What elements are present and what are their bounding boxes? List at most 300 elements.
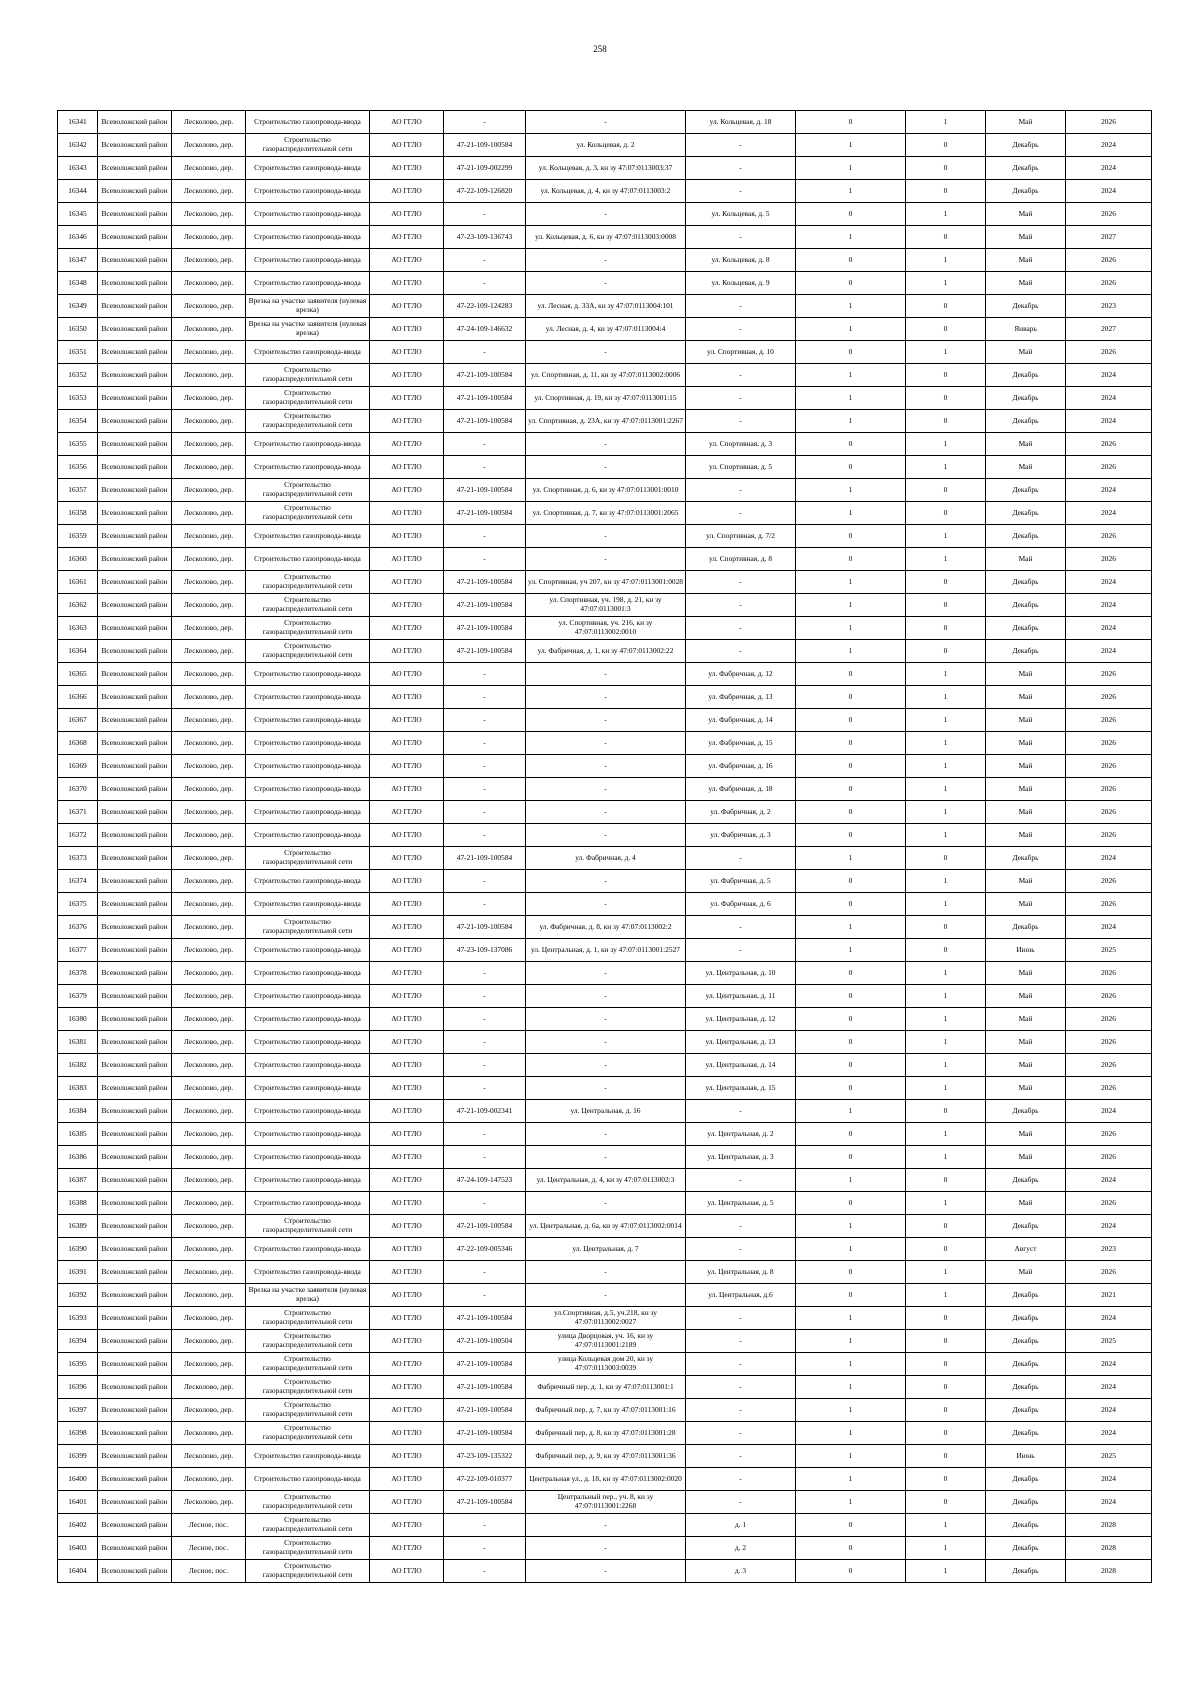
application-number-cell: 47-21-109-100584	[444, 1376, 526, 1399]
flag-b-cell: 0	[906, 640, 986, 663]
application-number-cell: 47-21-109-100584	[444, 594, 526, 617]
application-number-cell: -	[444, 962, 526, 985]
flag-b-cell: 1	[906, 1146, 986, 1169]
month-cell: Май	[986, 1008, 1066, 1031]
year-cell: 2024	[1066, 387, 1152, 410]
cadastral-address-cell: ул. Спортивная, д. 6, кн зу 47:07:0113001:0010	[526, 479, 686, 502]
work-type-cell: Строительство газопровода-ввода	[246, 456, 370, 479]
application-number-cell: 47-21-109-100584	[444, 847, 526, 870]
flag-b-cell: 0	[906, 847, 986, 870]
address-cell: -	[686, 295, 796, 318]
flag-a-cell: 1	[796, 318, 906, 341]
settlement-cell: Лесколово, дер.	[172, 134, 246, 157]
month-cell: Август	[986, 1238, 1066, 1261]
month-cell: Декабрь	[986, 916, 1066, 939]
month-cell: Май	[986, 870, 1066, 893]
cadastral-address-cell: ул.Спортивная, д.5, уч.218, кн зу 47:07:0113002:0027	[526, 1307, 686, 1330]
district-cell: Всеволожский район	[98, 1445, 172, 1468]
district-cell: Всеволожский район	[98, 1100, 172, 1123]
organization-cell: АО ГГЛО	[370, 295, 444, 318]
organization-cell: АО ГГЛО	[370, 410, 444, 433]
table-row	[58, 1008, 1152, 1031]
district-cell: Всеволожский район	[98, 1238, 172, 1261]
record-number-cell: 16348	[58, 272, 98, 295]
table-row	[58, 456, 1152, 479]
record-number-cell: 16363	[58, 617, 98, 640]
flag-a-cell: 1	[796, 1445, 906, 1468]
month-cell: Декабрь	[986, 1537, 1066, 1560]
cadastral-address-cell: -	[526, 778, 686, 801]
month-cell: Май	[986, 893, 1066, 916]
cadastral-address-cell: -	[526, 1008, 686, 1031]
cadastral-address-cell: -	[526, 824, 686, 847]
organization-cell: АО ГГЛО	[370, 732, 444, 755]
table-row	[58, 1560, 1152, 1583]
year-cell: 2024	[1066, 479, 1152, 502]
month-cell: Май	[986, 1192, 1066, 1215]
record-number-cell: 16387	[58, 1169, 98, 1192]
flag-a-cell: 1	[796, 1307, 906, 1330]
record-number-cell: 16346	[58, 226, 98, 249]
record-number-cell: 16344	[58, 180, 98, 203]
cadastral-address-cell: Фабричный пер, д. 1, кн зу 47:07:0113001:1	[526, 1376, 686, 1399]
address-cell: ул. Фабричная, д. 12	[686, 663, 796, 686]
district-cell: Всеволожский район	[98, 663, 172, 686]
year-cell: 2026	[1066, 341, 1152, 364]
application-number-cell: -	[444, 870, 526, 893]
cadastral-address-cell: ул. Кольцевая, д. 2	[526, 134, 686, 157]
address-cell: -	[686, 1422, 796, 1445]
table-row	[58, 801, 1152, 824]
flag-b-cell: 1	[906, 1537, 986, 1560]
flag-b-cell: 1	[906, 985, 986, 1008]
district-cell: Всеволожский район	[98, 870, 172, 893]
record-number-cell: 16372	[58, 824, 98, 847]
work-type-cell: Строительство газораспределительной сети	[246, 1422, 370, 1445]
work-type-cell: Строительство газопровода-ввода	[246, 939, 370, 962]
organization-cell: АО ГГЛО	[370, 1031, 444, 1054]
address-cell: ул. Фабричная, д. 2	[686, 801, 796, 824]
settlement-cell: Лесное, пос.	[172, 1560, 246, 1583]
year-cell: 2028	[1066, 1560, 1152, 1583]
cadastral-address-cell: ул. Кольцевая, д. 3, кн зу 47:07:0113003:37	[526, 157, 686, 180]
application-number-cell: -	[444, 272, 526, 295]
address-cell: -	[686, 916, 796, 939]
application-number-cell: 47-21-109-100584	[444, 640, 526, 663]
month-cell: Декабрь	[986, 571, 1066, 594]
flag-b-cell: 0	[906, 1100, 986, 1123]
month-cell: Декабрь	[986, 594, 1066, 617]
settlement-cell: Лесколово, дер.	[172, 571, 246, 594]
flag-b-cell: 0	[906, 157, 986, 180]
organization-cell: АО ГГЛО	[370, 387, 444, 410]
flag-a-cell: 1	[796, 1330, 906, 1353]
address-cell: -	[686, 226, 796, 249]
page-number: 258	[593, 44, 607, 54]
district-cell: Всеволожский район	[98, 1031, 172, 1054]
flag-a-cell: 0	[796, 1537, 906, 1560]
table-row	[58, 778, 1152, 801]
record-number-cell: 16369	[58, 755, 98, 778]
flag-b-cell: 1	[906, 249, 986, 272]
address-cell: ул. Центральная, д.6	[686, 1284, 796, 1307]
year-cell: 2026	[1066, 548, 1152, 571]
work-type-cell: Строительство газопровода-ввода	[246, 1261, 370, 1284]
organization-cell: АО ГГЛО	[370, 1330, 444, 1353]
cadastral-address-cell: Центральный пер., уч. 8, кн зу 47:07:0113001:2268	[526, 1491, 686, 1514]
record-number-cell: 16393	[58, 1307, 98, 1330]
organization-cell: АО ГГЛО	[370, 939, 444, 962]
month-cell: Май	[986, 778, 1066, 801]
table-row	[58, 847, 1152, 870]
organization-cell: АО ГГЛО	[370, 157, 444, 180]
district-cell: Всеволожский район	[98, 1054, 172, 1077]
month-cell: Май	[986, 249, 1066, 272]
table-row	[58, 640, 1152, 663]
flag-a-cell: 1	[796, 134, 906, 157]
record-number-cell: 16350	[58, 318, 98, 341]
settlement-cell: Лесколово, дер.	[172, 1284, 246, 1307]
district-cell: Всеволожский район	[98, 1215, 172, 1238]
address-cell: -	[686, 1330, 796, 1353]
month-cell: Май	[986, 1054, 1066, 1077]
cadastral-address-cell: -	[526, 1054, 686, 1077]
organization-cell: АО ГГЛО	[370, 249, 444, 272]
cadastral-address-cell: ул. Фабричная, д. 4	[526, 847, 686, 870]
year-cell: 2026	[1066, 272, 1152, 295]
district-cell: Всеволожский район	[98, 134, 172, 157]
month-cell: Май	[986, 341, 1066, 364]
flag-b-cell: 0	[906, 571, 986, 594]
work-type-cell: Строительство газораспределительной сети	[246, 640, 370, 663]
address-cell: ул. Фабричная, д. 16	[686, 755, 796, 778]
flag-b-cell: 0	[906, 1238, 986, 1261]
record-number-cell: 16349	[58, 295, 98, 318]
work-type-cell: Строительство газопровода-ввода	[246, 1468, 370, 1491]
year-cell: 2028	[1066, 1537, 1152, 1560]
table-row	[58, 893, 1152, 916]
flag-b-cell: 1	[906, 709, 986, 732]
application-number-cell: -	[444, 203, 526, 226]
year-cell: 2024	[1066, 1215, 1152, 1238]
flag-a-cell: 0	[796, 962, 906, 985]
cadastral-address-cell: -	[526, 1123, 686, 1146]
settlement-cell: Лесколово, дер.	[172, 548, 246, 571]
district-cell: Всеволожский район	[98, 157, 172, 180]
work-type-cell: Строительство газопровода-ввода	[246, 433, 370, 456]
application-number-cell: -	[444, 341, 526, 364]
organization-cell: АО ГГЛО	[370, 1491, 444, 1514]
application-number-cell: 47-21-109-100584	[444, 1399, 526, 1422]
application-number-cell: -	[444, 1192, 526, 1215]
month-cell: Декабрь	[986, 1468, 1066, 1491]
record-number-cell: 16376	[58, 916, 98, 939]
flag-b-cell: 0	[906, 1353, 986, 1376]
cadastral-address-cell: -	[526, 1077, 686, 1100]
address-cell: -	[686, 1468, 796, 1491]
table-row	[58, 1307, 1152, 1330]
cadastral-address-cell: -	[526, 111, 686, 134]
month-cell: Декабрь	[986, 1514, 1066, 1537]
settlement-cell: Лесколово, дер.	[172, 962, 246, 985]
organization-cell: АО ГГЛО	[370, 548, 444, 571]
settlement-cell: Лесколово, дер.	[172, 433, 246, 456]
table-row	[58, 410, 1152, 433]
application-number-cell: 47-23-109-137086	[444, 939, 526, 962]
district-cell: Всеволожский район	[98, 824, 172, 847]
record-number-cell: 16358	[58, 502, 98, 525]
month-cell: Май	[986, 1146, 1066, 1169]
district-cell: Всеволожский район	[98, 318, 172, 341]
table-row	[58, 663, 1152, 686]
flag-b-cell: 1	[906, 755, 986, 778]
organization-cell: АО ГГЛО	[370, 111, 444, 134]
address-cell: ул. Кольцевая, д. 5	[686, 203, 796, 226]
cadastral-address-cell: ул. Спортивная, уч 207, кн зу 47:07:0113001:0028	[526, 571, 686, 594]
district-cell: Всеволожский район	[98, 985, 172, 1008]
flag-a-cell: 1	[796, 1353, 906, 1376]
work-type-cell: Врезка на участке заявителя (нулевая врезка)	[246, 295, 370, 318]
address-cell: ул. Центральная, д. 12	[686, 1008, 796, 1031]
work-type-cell: Строительство газопровода-ввода	[246, 525, 370, 548]
cadastral-address-cell: ул. Спортивная, уч. 198, д. 21, кн зу 47:07:0113001:3	[526, 594, 686, 617]
address-cell: ул. Фабричная, д. 6	[686, 893, 796, 916]
settlement-cell: Лесколово, дер.	[172, 1146, 246, 1169]
district-cell: Всеволожский район	[98, 1376, 172, 1399]
settlement-cell: Лесколово, дер.	[172, 824, 246, 847]
settlement-cell: Лесколово, дер.	[172, 1169, 246, 1192]
district-cell: Всеволожский район	[98, 640, 172, 663]
year-cell: 2026	[1066, 1008, 1152, 1031]
settlement-cell: Лесколово, дер.	[172, 1261, 246, 1284]
district-cell: Всеволожский район	[98, 1353, 172, 1376]
table-row	[58, 1537, 1152, 1560]
organization-cell: АО ГГЛО	[370, 1468, 444, 1491]
flag-a-cell: 0	[796, 548, 906, 571]
flag-b-cell: 1	[906, 548, 986, 571]
flag-b-cell: 0	[906, 1376, 986, 1399]
record-number-cell: 16375	[58, 893, 98, 916]
year-cell: 2024	[1066, 1376, 1152, 1399]
organization-cell: АО ГГЛО	[370, 617, 444, 640]
settlement-cell: Лесколово, дер.	[172, 1376, 246, 1399]
work-type-cell: Строительство газопровода-ввода	[246, 962, 370, 985]
organization-cell: АО ГГЛО	[370, 640, 444, 663]
flag-a-cell: 1	[796, 180, 906, 203]
year-cell: 2026	[1066, 525, 1152, 548]
year-cell: 2024	[1066, 571, 1152, 594]
application-number-cell: -	[444, 1008, 526, 1031]
settlement-cell: Лесколово, дер.	[172, 870, 246, 893]
district-cell: Всеволожский район	[98, 1284, 172, 1307]
address-cell: ул. Центральная, д. 5	[686, 1192, 796, 1215]
settlement-cell: Лесколово, дер.	[172, 916, 246, 939]
cadastral-address-cell: -	[526, 249, 686, 272]
year-cell: 2026	[1066, 824, 1152, 847]
address-cell: -	[686, 939, 796, 962]
settlement-cell: Лесное, пос.	[172, 1537, 246, 1560]
organization-cell: АО ГГЛО	[370, 1422, 444, 1445]
settlement-cell: Лесколово, дер.	[172, 157, 246, 180]
district-cell: Всеволожский район	[98, 962, 172, 985]
application-number-cell: -	[444, 1031, 526, 1054]
flag-a-cell: 1	[796, 502, 906, 525]
address-cell: -	[686, 571, 796, 594]
record-number-cell: 16395	[58, 1353, 98, 1376]
year-cell: 2026	[1066, 111, 1152, 134]
year-cell: 2026	[1066, 1077, 1152, 1100]
month-cell: Май	[986, 1077, 1066, 1100]
flag-a-cell: 1	[796, 387, 906, 410]
year-cell: 2021	[1066, 1284, 1152, 1307]
flag-b-cell: 0	[906, 916, 986, 939]
application-number-cell: -	[444, 1146, 526, 1169]
cadastral-address-cell: ул. Центральная, д. 6а, кн зу 47:07:0113002:0014	[526, 1215, 686, 1238]
work-type-cell: Строительство газопровода-ввода	[246, 1146, 370, 1169]
year-cell: 2026	[1066, 1192, 1152, 1215]
settlement-cell: Лесколово, дер.	[172, 939, 246, 962]
address-cell: -	[686, 847, 796, 870]
cadastral-address-cell: ул. Центральная, д. 7	[526, 1238, 686, 1261]
district-cell: Всеволожский район	[98, 916, 172, 939]
year-cell: 2026	[1066, 778, 1152, 801]
settlement-cell: Лесколово, дер.	[172, 249, 246, 272]
record-number-cell: 16402	[58, 1514, 98, 1537]
application-number-cell: 47-23-109-136743	[444, 226, 526, 249]
table-row	[58, 1238, 1152, 1261]
organization-cell: АО ГГЛО	[370, 1146, 444, 1169]
application-number-cell: 47-21-109-002341	[444, 1100, 526, 1123]
work-type-cell: Строительство газопровода-ввода	[246, 548, 370, 571]
flag-a-cell: 1	[796, 1399, 906, 1422]
table-row	[58, 249, 1152, 272]
month-cell: Декабрь	[986, 1215, 1066, 1238]
work-type-cell: Строительство газопровода-ввода	[246, 272, 370, 295]
cadastral-address-cell: -	[526, 525, 686, 548]
district-cell: Всеволожский район	[98, 617, 172, 640]
record-number-cell: 16359	[58, 525, 98, 548]
flag-b-cell: 1	[906, 1284, 986, 1307]
settlement-cell: Лесколово, дер.	[172, 111, 246, 134]
year-cell: 2026	[1066, 870, 1152, 893]
application-number-cell: 47-21-109-100584	[444, 916, 526, 939]
district-cell: Всеволожский район	[98, 1008, 172, 1031]
flag-b-cell: 1	[906, 962, 986, 985]
application-number-cell: -	[444, 111, 526, 134]
flag-b-cell: 1	[906, 111, 986, 134]
district-cell: Всеволожский район	[98, 525, 172, 548]
district-cell: Всеволожский район	[98, 1514, 172, 1537]
table-row	[58, 1192, 1152, 1215]
organization-cell: АО ГГЛО	[370, 1284, 444, 1307]
record-number-cell: 16371	[58, 801, 98, 824]
record-number-cell: 16401	[58, 1491, 98, 1514]
flag-b-cell: 1	[906, 1261, 986, 1284]
cadastral-address-cell: -	[526, 732, 686, 755]
record-number-cell: 16366	[58, 686, 98, 709]
cadastral-address-cell: ул. Спортивная, д. 23А, кн зу 47:07:0113001:2267	[526, 410, 686, 433]
record-number-cell: 16389	[58, 1215, 98, 1238]
table-row	[58, 686, 1152, 709]
month-cell: Май	[986, 1261, 1066, 1284]
flag-b-cell: 1	[906, 456, 986, 479]
month-cell: Декабрь	[986, 1376, 1066, 1399]
cadastral-address-cell: -	[526, 962, 686, 985]
address-cell: ул. Спортивная, д. 5	[686, 456, 796, 479]
record-number-cell: 16377	[58, 939, 98, 962]
cadastral-address-cell: -	[526, 985, 686, 1008]
application-number-cell: -	[444, 755, 526, 778]
cadastral-address-cell: ул. Спортивная, уч. 216, кн зу 47:07:0113002:0010	[526, 617, 686, 640]
settlement-cell: Лесколово, дер.	[172, 663, 246, 686]
record-number-cell: 16370	[58, 778, 98, 801]
work-type-cell: Строительство газораспределительной сети	[246, 364, 370, 387]
table-row	[58, 617, 1152, 640]
district-cell: Всеволожский район	[98, 1330, 172, 1353]
table-row	[58, 870, 1152, 893]
work-type-cell: Строительство газораспределительной сети	[246, 387, 370, 410]
organization-cell: АО ГГЛО	[370, 180, 444, 203]
month-cell: Декабрь	[986, 502, 1066, 525]
work-type-cell: Строительство газораспределительной сети	[246, 571, 370, 594]
record-number-cell: 16365	[58, 663, 98, 686]
settlement-cell: Лесколово, дер.	[172, 1330, 246, 1353]
cadastral-address-cell: улица Дворцовая, уч. 16, кн зу 47:07:0113001:2189	[526, 1330, 686, 1353]
month-cell: Декабрь	[986, 1353, 1066, 1376]
record-number-cell: 16392	[58, 1284, 98, 1307]
table-row	[58, 226, 1152, 249]
flag-b-cell: 1	[906, 732, 986, 755]
table-row	[58, 134, 1152, 157]
district-cell: Всеволожский район	[98, 1123, 172, 1146]
record-number-cell: 16351	[58, 341, 98, 364]
table-row	[58, 502, 1152, 525]
work-type-cell: Строительство газораспределительной сети	[246, 1376, 370, 1399]
address-cell: ул. Центральная, д. 15	[686, 1077, 796, 1100]
record-number-cell: 16391	[58, 1261, 98, 1284]
application-number-cell: -	[444, 433, 526, 456]
organization-cell: АО ГГЛО	[370, 1215, 444, 1238]
record-number-cell: 16397	[58, 1399, 98, 1422]
work-type-cell: Строительство газораспределительной сети	[246, 410, 370, 433]
flag-a-cell: 1	[796, 479, 906, 502]
flag-b-cell: 1	[906, 686, 986, 709]
record-number-cell: 16384	[58, 1100, 98, 1123]
district-cell: Всеволожский район	[98, 249, 172, 272]
organization-cell: АО ГГЛО	[370, 341, 444, 364]
settlement-cell: Лесколово, дер.	[172, 341, 246, 364]
month-cell: Май	[986, 663, 1066, 686]
flag-b-cell: 1	[906, 1560, 986, 1583]
organization-cell: АО ГГЛО	[370, 1514, 444, 1537]
settlement-cell: Лесколово, дер.	[172, 1399, 246, 1422]
district-cell: Всеволожский район	[98, 709, 172, 732]
flag-a-cell: 0	[796, 801, 906, 824]
application-number-cell: 47-21-109-100584	[444, 502, 526, 525]
district-cell: Всеволожский район	[98, 1560, 172, 1583]
record-number-cell: 16379	[58, 985, 98, 1008]
address-cell: ул. Спортивная, д. 8	[686, 548, 796, 571]
settlement-cell: Лесколово, дер.	[172, 364, 246, 387]
month-cell: Декабрь	[986, 1284, 1066, 1307]
cadastral-address-cell: -	[526, 272, 686, 295]
record-number-cell: 16380	[58, 1008, 98, 1031]
application-number-cell: 47-21-109-100584	[444, 134, 526, 157]
cadastral-address-cell: ул. Фабричная, д. 1, кн зу 47:07:0113002:22	[526, 640, 686, 663]
settlement-cell: Лесколово, дер.	[172, 732, 246, 755]
organization-cell: АО ГГЛО	[370, 1307, 444, 1330]
flag-a-cell: 1	[796, 1169, 906, 1192]
